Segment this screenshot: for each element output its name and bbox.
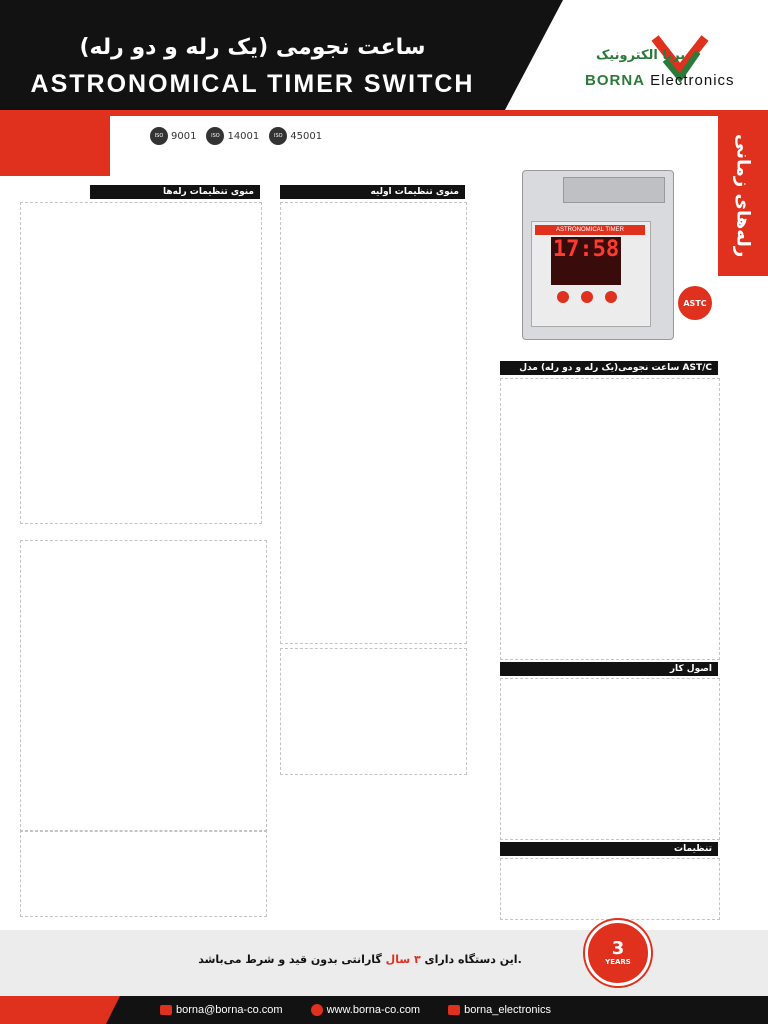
- settings-text: [500, 858, 720, 920]
- device-display: 17:58: [551, 237, 621, 285]
- iso-seal-icon: ISO: [269, 127, 287, 145]
- model-badge: ASTC: [678, 286, 712, 320]
- iso-badge: ISO 9001: [150, 127, 196, 145]
- category-tab: رله‌های زمانی: [718, 116, 768, 276]
- terminal-block: [563, 177, 665, 203]
- contact-email[interactable]: borna@borna-co.com: [160, 1004, 283, 1016]
- product-photo: [522, 170, 674, 340]
- logo-text-fa: برنا الکترونیک: [596, 48, 686, 63]
- section-title-relay-menu: منوی تنظیمات رله‌ها: [90, 185, 260, 199]
- contact-row: [160, 1004, 551, 1016]
- contact-instagram[interactable]: borna_electronics: [448, 1004, 551, 1016]
- section-title-principle: اصول کار: [500, 662, 718, 676]
- warranty-title: این دستگاه دارای ۳ سال گارانتی بدون قید و شرط می‌باشد.: [198, 953, 522, 966]
- device-panel-label: ASTRONOMICAL TIMER: [535, 225, 645, 235]
- certification-row: [150, 127, 322, 145]
- logo-text-en: BORNA Electronics: [585, 72, 735, 89]
- note-block: [20, 830, 267, 917]
- globe-icon: [311, 1004, 323, 1016]
- principle-text: [500, 678, 720, 840]
- relay-menu-flowchart: [20, 202, 262, 524]
- iso-badge: ISO 45001: [269, 127, 322, 145]
- device-button-icon: [605, 291, 617, 303]
- product-title-fa: ساعت نجومی (یک رله و دو رله): [79, 35, 426, 60]
- section-title-settings: تنظیمات: [500, 842, 718, 856]
- initial-menu-flowchart: [280, 202, 467, 644]
- device-button-icon: [581, 291, 593, 303]
- contact-website[interactable]: www.borna-co.com: [311, 1004, 421, 1016]
- header-band: [0, 0, 505, 110]
- example-flowchart: [20, 540, 267, 832]
- warranty-seal-icon: 3 YEARS: [585, 920, 651, 986]
- notes-block: [280, 648, 467, 775]
- iso-badge: ISO 14001: [206, 127, 259, 145]
- section-title-features: ساعت نجومی(یک رله و دو رله) مدل AST/C: [500, 361, 718, 375]
- iso-seal-icon: ISO: [206, 127, 224, 145]
- instagram-icon: [448, 1005, 460, 1015]
- accent-block: [0, 116, 110, 176]
- mail-icon: [160, 1005, 172, 1015]
- device-button-icon: [557, 291, 569, 303]
- product-title-en: ASTRONOMICAL TIMER SWITCH: [30, 70, 475, 98]
- borna-logo-icon: [540, 30, 720, 100]
- accent-bar: [0, 110, 768, 116]
- section-title-initial-menu: منوی تنظیمات اولیه: [280, 185, 465, 199]
- iso-seal-icon: ISO: [150, 127, 168, 145]
- features-list: [500, 378, 720, 660]
